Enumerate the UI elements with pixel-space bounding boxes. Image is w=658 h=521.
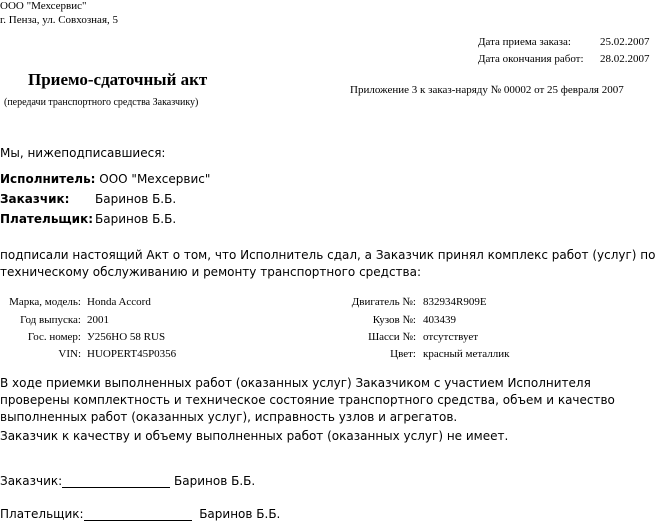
body-label: Кузов №: — [372, 314, 416, 326]
appendix-text: Приложение 3 к заказ-наряду № 00002 от 25 февраля 2007 — [350, 84, 624, 96]
customer-label: Заказчик: — [0, 192, 70, 206]
order-date-label: Дата приема заказа: — [478, 36, 571, 48]
color-value: красный металлик — [423, 348, 510, 360]
company-name: ООО "Мехсервис" — [0, 0, 87, 12]
customer: Баринов Б.Б. — [95, 192, 177, 206]
chassis-label: Шасси №: — [368, 331, 416, 343]
body-value: 403439 — [423, 314, 456, 326]
executor: ООО "Мехсервис" — [99, 172, 211, 186]
vin-value: HUOPERT45P0356 — [87, 348, 177, 360]
paragraph-2-line-2: проверены комплектность и техническое состояние транспортного средства, объем и качество — [0, 393, 615, 407]
customer-signature — [0, 474, 255, 488]
vin-label: VIN: — [58, 348, 81, 360]
paragraph-1-line-1: подписали настоящий Акт о том, что Исполнитель сдал, а Заказчик принял комплекс работ (услуг) по — [0, 248, 656, 262]
engine-value: 832934R909E — [423, 296, 487, 308]
paragraph-3: Заказчик к качеству и объему выполненных работ (оказанных услуг) не имеет. — [0, 429, 509, 443]
chassis-value: отсутствует — [423, 331, 479, 343]
paragraph-1-line-2: техническому обслуживанию и ремонту транспортного средства: — [0, 265, 422, 279]
intro: Мы, нижеподписавшиеся: — [0, 146, 166, 160]
plate-value: У256НО 58 RUS — [87, 331, 166, 343]
end-date-label: Дата окончания работ: — [478, 53, 584, 65]
model-value: Honda Accord — [87, 296, 151, 308]
end-date: 28.02.2007 — [600, 53, 650, 65]
model-label: Марка, модель: — [9, 296, 81, 308]
executor-label: Исполнитель: — [0, 172, 96, 186]
color-label: Цвет: — [390, 348, 416, 360]
payer: Баринов Б.Б. — [95, 212, 177, 226]
page-title: Приемо-сдаточный акт — [28, 70, 208, 89]
signature-line — [62, 487, 170, 488]
order-date: 25.02.2007 — [600, 36, 650, 48]
paragraph-2-line-3: выполненных работ (оказанных услуг), исправность узлов и агрегатов. — [0, 410, 458, 424]
customer-signature-name: Баринов Б.Б. — [174, 474, 256, 488]
plate-label: Гос. номер: — [27, 331, 81, 343]
year-value: 2001 — [87, 314, 109, 326]
page-subtitle: (передачи транспортного средства Заказчику) — [4, 97, 199, 108]
payer-signature-name: Баринов Б.Б. — [199, 507, 281, 521]
paragraph-2-line-1: В ходе приемки выполненных работ (оказанных услуг) Заказчиком с участием Исполнителя — [0, 376, 591, 390]
payer-signature-label: Плательщик: — [0, 507, 84, 521]
payer-signature — [0, 507, 280, 521]
payer-label: Плательщик: — [0, 212, 94, 226]
engine-label: Двигатель №: — [351, 296, 416, 308]
customer-signature-label: Заказчик: — [0, 474, 63, 488]
year-label: Год выпуска: — [20, 314, 81, 326]
company-address-line: г. Пенза, ул. Совхозная, 5 — [0, 14, 119, 26]
